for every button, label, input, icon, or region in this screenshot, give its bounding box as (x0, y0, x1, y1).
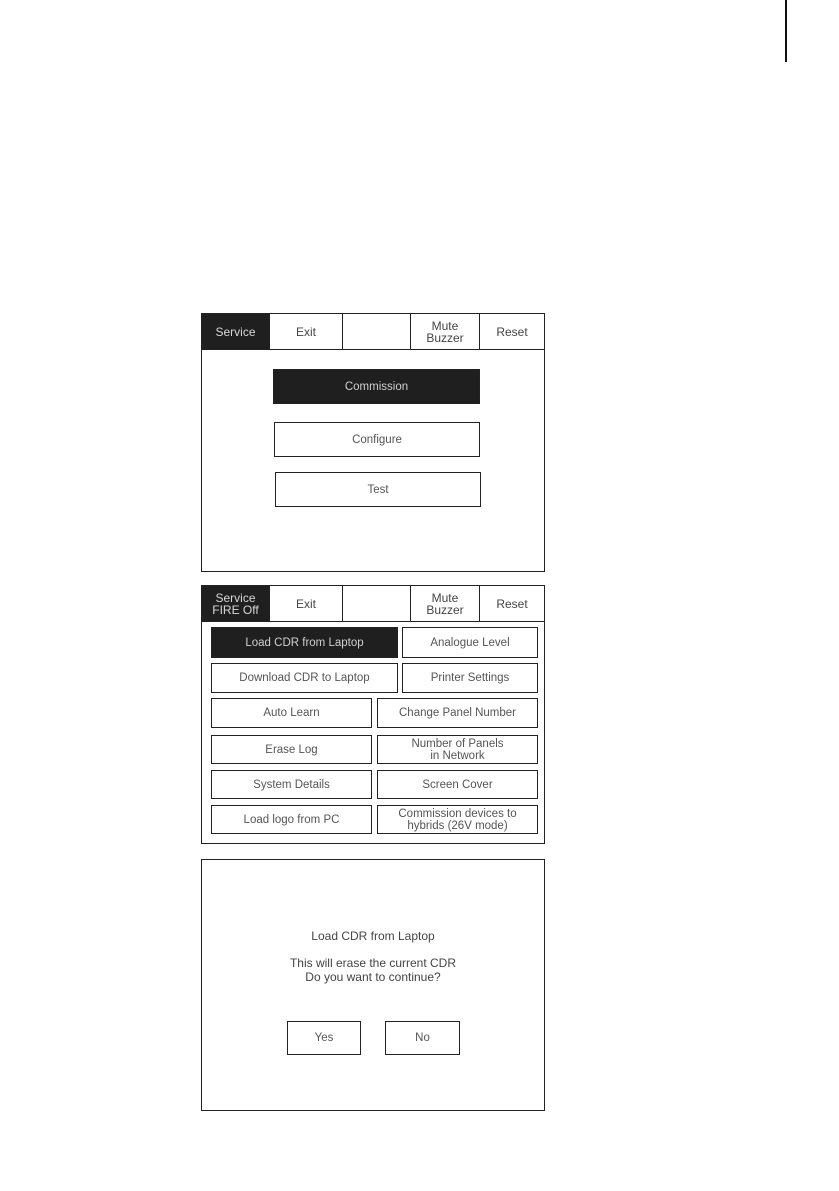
mode-label (212, 592, 258, 616)
screen-cover-button[interactable] (377, 770, 538, 799)
mode-label-line1: Service (215, 590, 256, 605)
service-header-bar (202, 314, 544, 350)
configure-label: Configure (352, 433, 402, 446)
auto-learn-button[interactable] (211, 698, 372, 728)
printer-settings-label: Printer Settings (430, 672, 510, 684)
mute-label-line1: Mute (431, 318, 459, 333)
exit-label: Exit (295, 596, 316, 611)
commission-devices-line2: hybrids (26V mode) (407, 819, 508, 832)
blank-softkey[interactable] (343, 586, 411, 621)
change-panel-number-button[interactable] (377, 698, 538, 728)
no-label: No (415, 1032, 430, 1044)
commission-menu-screen (201, 585, 545, 844)
reset-label: Reset (496, 324, 528, 339)
erase-log-label: Erase Log (265, 743, 318, 756)
mode-label: Service (215, 324, 256, 339)
erase-log-button[interactable] (211, 735, 372, 764)
service-fire-off-indicator (202, 586, 270, 621)
test-label: Test (367, 483, 389, 496)
number-of-panels-button[interactable] (377, 735, 538, 764)
yes-button[interactable] (287, 1021, 361, 1055)
download-cdr-label: Download CDR to Laptop (239, 672, 370, 684)
mute-label-line1: Mute (431, 590, 459, 605)
configure-button[interactable] (274, 422, 480, 457)
reset-label: Reset (496, 596, 528, 611)
screen-cover-label: Screen Cover (422, 778, 493, 791)
load-cdr-from-laptop-button[interactable] (211, 627, 398, 658)
mute-label-line2: Buzzer (426, 330, 464, 345)
service-mode-indicator (202, 314, 270, 349)
number-of-panels-line1: Number of Panels (411, 737, 504, 750)
reset-button[interactable] (480, 314, 544, 349)
auto-learn-label: Auto Learn (263, 707, 320, 719)
page-edge-rule (785, 0, 787, 62)
reset-button[interactable] (480, 586, 544, 621)
load-cdr-label: Load CDR from Laptop (245, 636, 364, 649)
exit-label: Exit (295, 324, 316, 339)
analogue-level-button[interactable] (402, 627, 538, 658)
number-of-panels-label (411, 738, 503, 762)
change-panel-number-label: Change Panel Number (399, 707, 516, 719)
commission-button[interactable] (273, 369, 480, 404)
mute-label-line2: Buzzer (426, 602, 464, 617)
blank-softkey[interactable] (343, 314, 411, 349)
dialog-title: Load CDR from Laptop (311, 929, 435, 943)
number-of-panels-line2: in Network (430, 749, 485, 762)
exit-button[interactable] (270, 314, 343, 349)
mute-buzzer-button[interactable] (411, 314, 480, 349)
dialog-warning-line1: This will erase the current CDR (289, 956, 457, 970)
mute-label (426, 592, 463, 616)
mode-label-line2: FIRE Off (212, 602, 259, 617)
download-cdr-to-laptop-button[interactable] (211, 663, 398, 693)
exit-button[interactable] (270, 586, 343, 621)
load-logo-label: Load logo from PC (243, 813, 340, 826)
no-button[interactable] (385, 1021, 460, 1055)
dialog-warning-line2: Do you want to continue? (305, 970, 441, 984)
load-cdr-confirm-screen (201, 859, 545, 1111)
test-button[interactable] (275, 472, 481, 507)
commission-devices-label (398, 808, 516, 832)
commission-header-bar (202, 586, 544, 622)
commission-label: Commission (344, 380, 409, 393)
mute-buzzer-button[interactable] (411, 586, 480, 621)
mute-label (426, 320, 463, 344)
system-details-button[interactable] (211, 770, 372, 799)
printer-settings-button[interactable] (402, 663, 538, 693)
commission-devices-line1: Commission devices to (398, 807, 517, 820)
system-details-label: System Details (253, 778, 330, 791)
service-menu-screen (201, 313, 545, 572)
load-logo-from-pc-button[interactable] (211, 805, 372, 834)
commission-devices-to-hybrids-button[interactable] (377, 805, 538, 834)
yes-label: Yes (314, 1032, 334, 1044)
analogue-level-label: Analogue Level (430, 636, 510, 649)
